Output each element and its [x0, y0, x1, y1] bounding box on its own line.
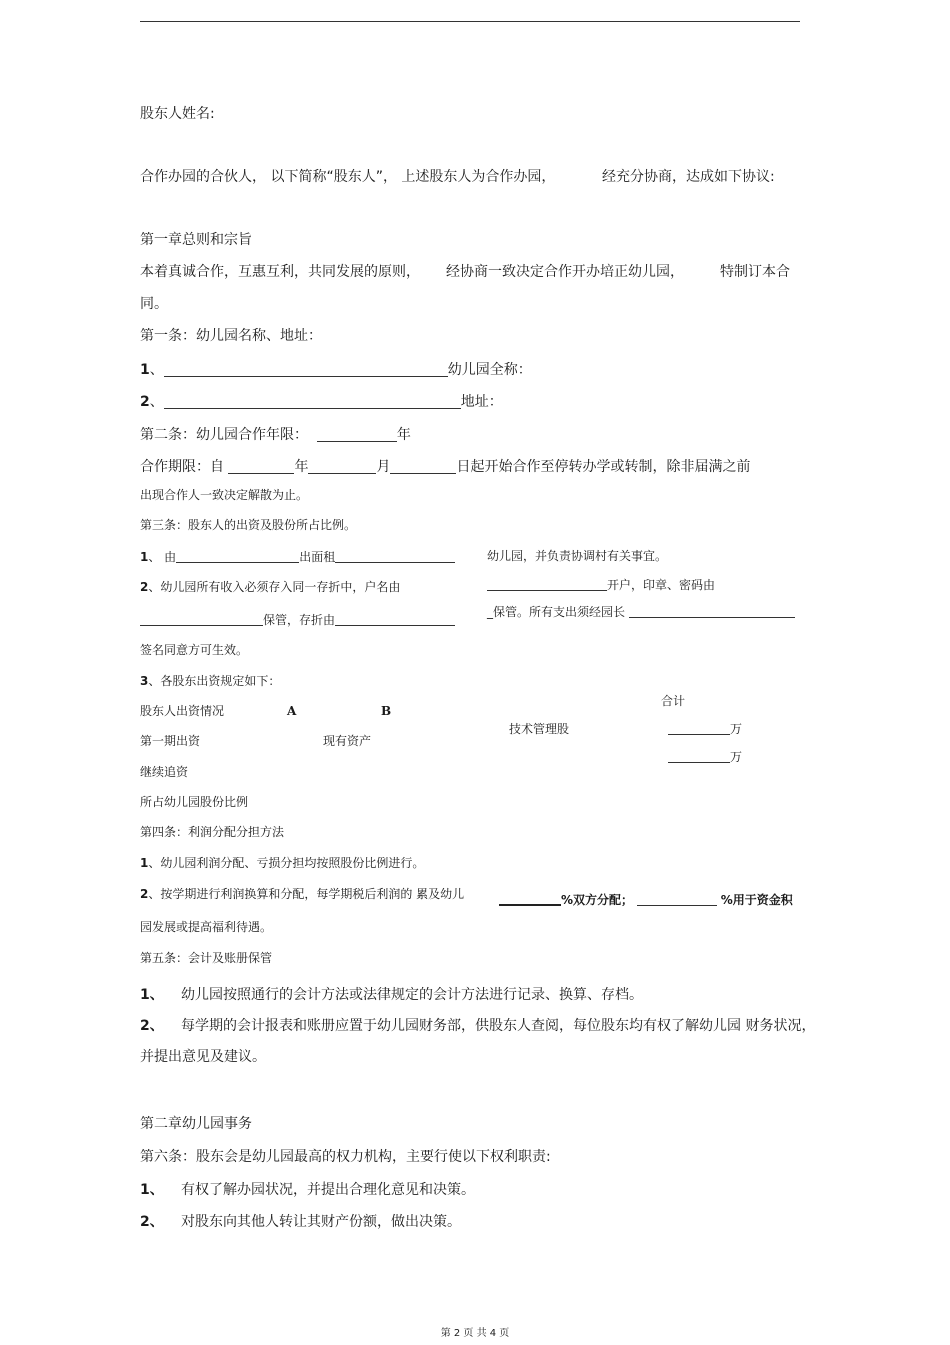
period-month-blank[interactable] [308, 459, 376, 474]
school-name-blank[interactable] [164, 362, 448, 377]
purpose-part3: 特制订本合 [720, 264, 790, 280]
term-year-unit: 年 [396, 427, 411, 443]
rent-blank[interactable] [335, 550, 455, 563]
purpose-part1: 本着真诚合作，互惠互利，共同发展的原则， [140, 264, 420, 280]
article3-item3-text: 、各股东出资规定如下： [148, 674, 281, 688]
intro-part1: 合作办园的合伙人， 以下简称“股东人”， 上述股东人为合作办园， [140, 169, 556, 185]
chapter2-title: 第二章幼儿园事务 [140, 1116, 252, 1132]
table-row1-assets: 现有资产 [323, 734, 372, 748]
table-row3: 所占幼儿园股份比例 [140, 795, 249, 809]
article6-item1-num: 1、 [140, 1182, 164, 1198]
article6-title: 第六条：股东会是幼儿园最高的权力机构，主要行使以下权利职责: [140, 1149, 551, 1165]
article3-item2-keep2-text: _保管。所有支出须经园长 [487, 605, 626, 619]
article3-item3-num: 3 [140, 674, 149, 688]
table-row2: 继续追资 [140, 765, 189, 779]
table-row-header: 股东人出资情况 [140, 704, 225, 718]
account-holder-blank[interactable] [487, 578, 607, 591]
article5-item1-text: 幼儿园按照通行的会计方法或法律规定的会计方法进行记录、换算、存档。 [181, 987, 643, 1003]
table-col-b: B [381, 704, 392, 718]
article5-item1 [140, 988, 164, 1002]
article5-title: 第五条：会计及账册保管 [140, 951, 273, 965]
term-years-blank[interactable] [317, 427, 397, 442]
article5-item2 [140, 1019, 164, 1033]
article1-item1-sep: 、 [149, 362, 164, 378]
article2-title-line [140, 427, 411, 442]
article3-item2-num: 2 [140, 580, 149, 594]
article1-item1-label: 幼儿园全称： [447, 362, 532, 378]
purpose-part2: 经协商一致决定合作开办培正幼儿园， [446, 264, 684, 280]
article3-item2-sign: 签名同意方可生效。 [140, 643, 249, 657]
article4-item2-text: 、按学期进行利润换算和分配，每学期税后利润的 累及幼儿 [148, 887, 465, 901]
passbook-keeper-blank[interactable] [335, 613, 455, 626]
article3-item1 [140, 550, 455, 563]
article3-item1-num: 1 [140, 550, 149, 564]
seal-keeper-blank[interactable] [140, 613, 263, 626]
reserve-percent-blank[interactable] [637, 893, 717, 906]
article4-item1-num: 1 [140, 856, 149, 870]
article4-item2-num: 2 [140, 887, 149, 901]
article1-item2-sep: 、 [149, 394, 164, 410]
split-percent-blank[interactable] [499, 892, 561, 906]
shareholder-name-label: 股东人姓名: [140, 106, 215, 122]
table-col-total: 合计 [661, 694, 686, 708]
article3-title: 第三条：股东人的出资及股份所占比例。 [140, 518, 357, 532]
article4-item2 [140, 888, 464, 900]
header-rule [140, 21, 800, 22]
article4-pct1: %双方分配； [561, 893, 634, 907]
article1-item2-num: 2 [140, 394, 150, 410]
article5-item1-num: 1、 [140, 987, 164, 1003]
period-prefix: 合作期限：自 [140, 459, 224, 475]
article6-item1-text: 有权了解办园状况，并提出合理化意见和决策。 [181, 1182, 475, 1198]
article5-item2-text: 每学期的会计报表和账册应置于幼儿园财务部，供股东人查阅，每位股东均有权了解幼儿园 财务状况， [181, 1018, 816, 1034]
period-year-blank[interactable] [228, 459, 294, 474]
article1-item2 [140, 394, 503, 409]
total-amount-blank-1[interactable] [668, 722, 730, 735]
article1-title: 第一条：幼儿园名称、地址： [140, 328, 322, 344]
article4-item1-text: 、幼儿园利润分配、亏损分担均按照股份比例进行。 [148, 856, 425, 870]
table-total-2 [668, 750, 742, 763]
article2-dissolve: 出现合作人一致决定解散为止。 [140, 488, 309, 502]
page-number: 第 2 页 共 4 页 [440, 1328, 510, 1339]
article3-item2-keep [140, 613, 455, 626]
period-month: 月 [376, 459, 391, 475]
period-year: 年 [294, 459, 309, 475]
article3-item2-right-text: 开户，印章、密码由 [607, 578, 716, 592]
purpose-cont: 同。 [140, 296, 168, 312]
article3-item2-keep-text: 保管，存折由 [263, 613, 336, 627]
article3-item2-keep2 [487, 605, 795, 618]
article3-item2 [140, 581, 400, 593]
article5-item2-num: 2、 [140, 1018, 164, 1034]
article1-item1-num: 1 [140, 362, 150, 378]
article4-pct2: %用于资金积 [720, 893, 793, 907]
article3-item3 [140, 675, 280, 687]
article2-title: 第二条：幼儿园合作年限： [140, 427, 308, 443]
table-unit-1: 万 [730, 722, 743, 736]
article3-item2-right [487, 578, 715, 591]
article6-item2-text: 对股东向其他人转让其财产份额，做出决策。 [181, 1214, 461, 1230]
chapter1-title: 第一章总则和宗旨 [140, 232, 252, 248]
article4-title: 第四条：利润分配分担方法 [140, 825, 285, 839]
article4-item2-pct [499, 892, 793, 906]
article3-item1-rent: 出面租 [299, 550, 336, 564]
article4-item1 [140, 857, 424, 869]
article4-item2-cont: 园发展或提高福利待遇。 [140, 920, 273, 934]
principal-signature-blank[interactable] [629, 605, 795, 618]
table-row1: 第一期出资 [140, 734, 201, 748]
article6-item1 [140, 1183, 164, 1197]
article6-item2-num: 2、 [140, 1214, 164, 1230]
article6-item2 [140, 1215, 164, 1229]
article1-item2-label: 地址： [460, 394, 503, 410]
table-col-tech: 技术管理股 [509, 722, 570, 736]
table-total-1 [668, 722, 742, 735]
article3-item1-right: 幼儿园，并负责协调村有关事宜。 [487, 549, 668, 563]
table-col-a: A [287, 704, 297, 718]
article5-item2-cont: 并提出意见及建议。 [140, 1049, 266, 1065]
period-day-rest: 日起开始合作至停转办学或转制，除非届满之前 [456, 459, 751, 475]
period-day-blank[interactable] [390, 459, 456, 474]
intro-part2: 经充分协商，达成如下协议: [602, 169, 775, 185]
address-blank[interactable] [164, 394, 461, 409]
table-unit-2: 万 [730, 750, 743, 764]
article3-item2-text: 、幼儿园所有收入必须存入同一存折中，户名由 [148, 580, 401, 594]
article1-item1 [140, 362, 532, 377]
total-amount-blank-2[interactable] [668, 750, 730, 763]
article3-item1-prefix: 、 由 [148, 550, 177, 564]
article2-period-line [140, 459, 750, 474]
lessee-blank[interactable] [176, 550, 299, 563]
